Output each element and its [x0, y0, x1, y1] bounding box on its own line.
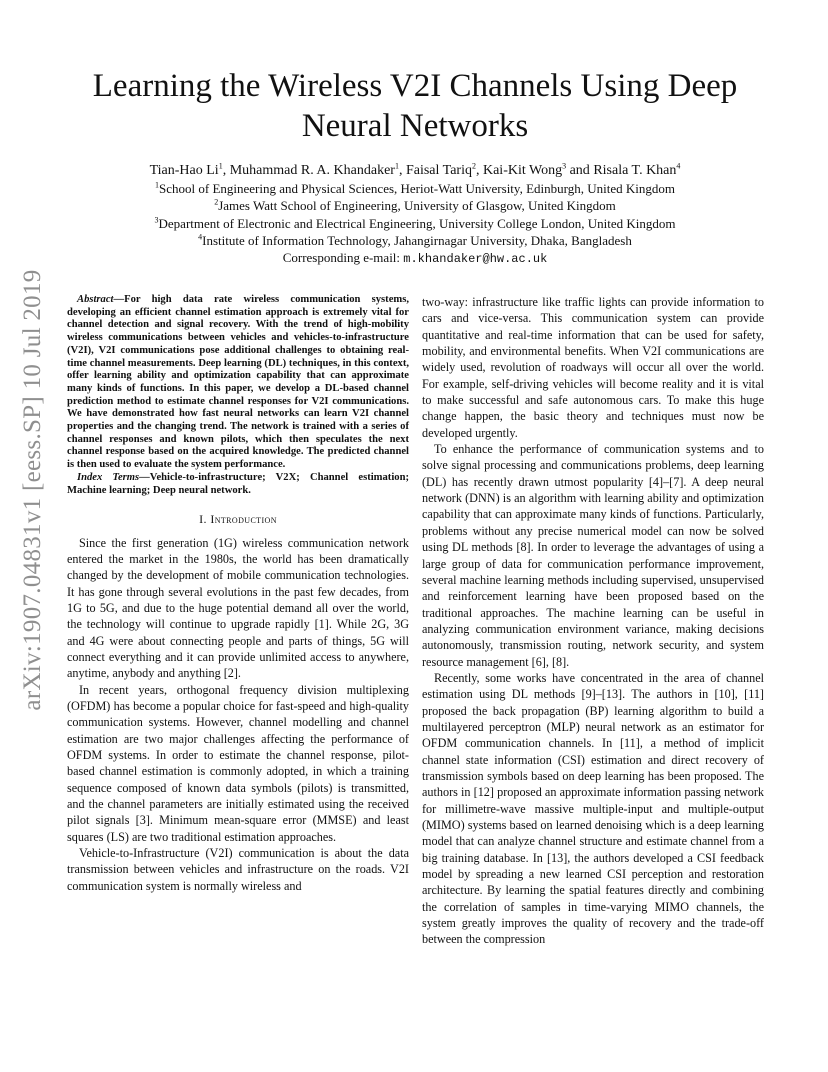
section-title: Introduction: [210, 512, 277, 527]
author-separator: and: [566, 163, 594, 178]
author-affiliation-mark: 2: [471, 161, 476, 171]
arxiv-side-identifier: [8, 269, 58, 711]
author-name: Tian-Hao Li: [149, 163, 219, 178]
affiliation-line: [70, 215, 760, 232]
corresponding-email-link[interactable]: m.khandaker@hw.ac.uk: [403, 252, 548, 267]
author-affiliation-mark: 3: [562, 161, 567, 171]
corresponding-label: Corresponding e-mail:: [282, 250, 404, 266]
abstract: [67, 294, 409, 472]
author-affiliation-mark: 1: [218, 161, 223, 171]
affiliation-list: [70, 180, 760, 268]
author-separator: ,: [475, 163, 483, 178]
right-column: [422, 294, 764, 948]
arxiv-identifier-text: arXiv:1907.04831v1 [eess.SP] 10 Jul 2019: [19, 269, 46, 711]
affiliation-line: [70, 180, 760, 197]
author-name: Kai-Kit Wong: [482, 163, 563, 178]
section-number: I.: [199, 512, 211, 527]
author-list: [70, 162, 760, 179]
corresponding-email-line: [70, 249, 760, 268]
author-separator: ,: [222, 163, 230, 178]
affiliation-text: Department of Electronic and Electrical Engineering, University College London, United Kingdom: [158, 215, 676, 231]
affiliation-number: 3: [154, 215, 159, 225]
affiliation-number: 4: [198, 232, 203, 242]
paper-title: Learning the Wireless V2I Channels Using Deep Neural Networks: [92, 68, 738, 144]
affiliation-text: James Watt School of Engineering, University of Glasgow, United Kingdom: [218, 198, 616, 214]
author-name: Risala T. Khan: [593, 163, 677, 178]
author-name: Muhammad R. A. Khandaker: [229, 163, 395, 178]
index-terms-label: Index Terms: [77, 471, 140, 483]
index-terms-text: —Vehicle-to-infrastructure; V2X; Channel estimation; Machine learning; Deep neural network.: [67, 471, 409, 496]
author-separator: ,: [398, 163, 406, 178]
body-paragraph: Since the first generation (1G) wireless communication network entered the market in the 1980s, the world has been dramatically changed by the development of mobile communication technologies. It has gone through several evolutions in the past few decades, from 1G to 5G, and due to the huge potential demand all over the world, the technology will continue to upgrade rapidly [1]. While 2G, 3G and 4G were about connecting people and parts of things, 5G will connect everything and it can provide unlimited access to anywhere, anytime, anybody and anything [2].: [67, 535, 409, 681]
left-column: [67, 294, 409, 894]
affiliation-text: School of Engineering and Physical Sciences, Heriot-Watt University, Edinburgh, United Kingdom: [159, 181, 675, 196]
abstract-text: —For high data rate wireless communication systems, developing an efficient channel estimation approach is extremely vital for channel detection and signal recovery. With the trend of high-mobility wireless communications between vehicles and vehicles-to-infrastructure (V2I), V2I communications pose additional challenges to obtaining real-time channel measurements. Deep learning (DL) techniques, in this context, offer learning ability and optimization capability that can approximate many kinds of functions. In this paper, we develop a DL-based channel prediction method to estimate channel responses for V2I communications. We have demonstrated how fast neural networks can learn V2I channel properties and the changing trend. The network is trained with a series of channel responses and known pilots, which then speculates the next channel response based on the acquired knowledge. The predicted channel is then used to evaluate the system performance.: [67, 294, 409, 471]
body-paragraph: Vehicle-to-Infrastructure (V2I) communication is about the data transmission between vehicles and infrastructure on the roads. V2I communication system is normally wireless and: [67, 846, 409, 893]
abstract-label: Abstract: [77, 294, 114, 305]
body-paragraph: Recently, some works have concentrated in the area of channel estimation using DL methods [9]–[13]. The authors in [10], [11] proposed the back propagation (BP) learning algorithm to build a multilayered perceptron (MLP) neural network as an estimator for OFDM communication channels. In [11], a method of implicit channel state information (CSI) estimation and direct recovery of transmission symbols based on deep learning has been proposed. The authors in [12] proposed an approximate information passing network for millimetre-wave massive multiple-input and multiple-output (MIMO) systems based on learned denoising which is a deep learning model that can analyze channel structure and estimate channel from a big training database. In [13], the authors developed a CSI feedback model by spreading a new learned CSI perception and restoration architecture. By learning the spatial features directly and combining the correlation of samples in time-varying MIMO channels, the system greatly improves the quality of recovery and the trade-off between the compression: [422, 670, 764, 947]
affiliation-number: 1: [155, 180, 159, 190]
affiliation-line: [70, 232, 760, 249]
body-paragraph-continued: two-way: infrastructure like traffic lights can provide information to cars and vice-versa. This communication system can provide quantitative and real-time information that can be used for safety, mobility, and environmental benefits. When V2I communications are widely used, revolution of roadways will occur all over the world. For example, self-driving vehicles will become reality and it is vital to make successful and safe autonomous cars. To make this huge change happen, the basic theory and techniques must now be developed urgently.: [422, 295, 764, 440]
index-terms: [67, 472, 409, 497]
body-paragraph: In recent years, orthogonal frequency division multiplexing (OFDM) has become a popular choice for fast-speed and high-quality communication systems. However, channel modelling and channel estimation are two major challenges affecting the performance of OFDM systems. In order to estimate the channel response, pilot-based channel estimation is commonly adopted, in which a training sequence composed of known data symbols (pilots) is transmitted, and the channel parameters are initially estimated using the received pilot signals [3]. Minimum mean-square error (MMSE) and least squares (LS) are two traditional estimation approaches.: [67, 682, 409, 844]
section-heading-introduction: [67, 511, 409, 527]
author-affiliation-mark: 1: [394, 161, 399, 171]
affiliation-number: 2: [214, 197, 219, 207]
author-affiliation-mark: 4: [676, 161, 681, 171]
body-paragraph: To enhance the performance of communication systems and to solve signal processing and communications problems, deep learning (DL) has recently drawn utmost popularity [4]–[7]. A deep neural network (DNN) is an algorithm with learning ability and optimization capability that can approximate many kinds of functions. Particularly, problems without any precise numerical model can now be solved using DL methods [8]. In order to leverage the advantages of using a large group of data for communication performance improvement, several machine learning methods including supervised, unsupervised and reinforcement learning have been proposed based on the traditional approaches. The machine learning can be useful in analyzing communication environment variance, making decisions autonomously, transmission routing, network security, and system resource management [6], [8].: [422, 442, 764, 669]
affiliation-line: [70, 197, 760, 214]
author-name: Faisal Tariq: [405, 163, 472, 178]
affiliation-text: Institute of Information Technology, Jahangirnagar University, Dhaka, Bangladesh: [202, 232, 632, 248]
